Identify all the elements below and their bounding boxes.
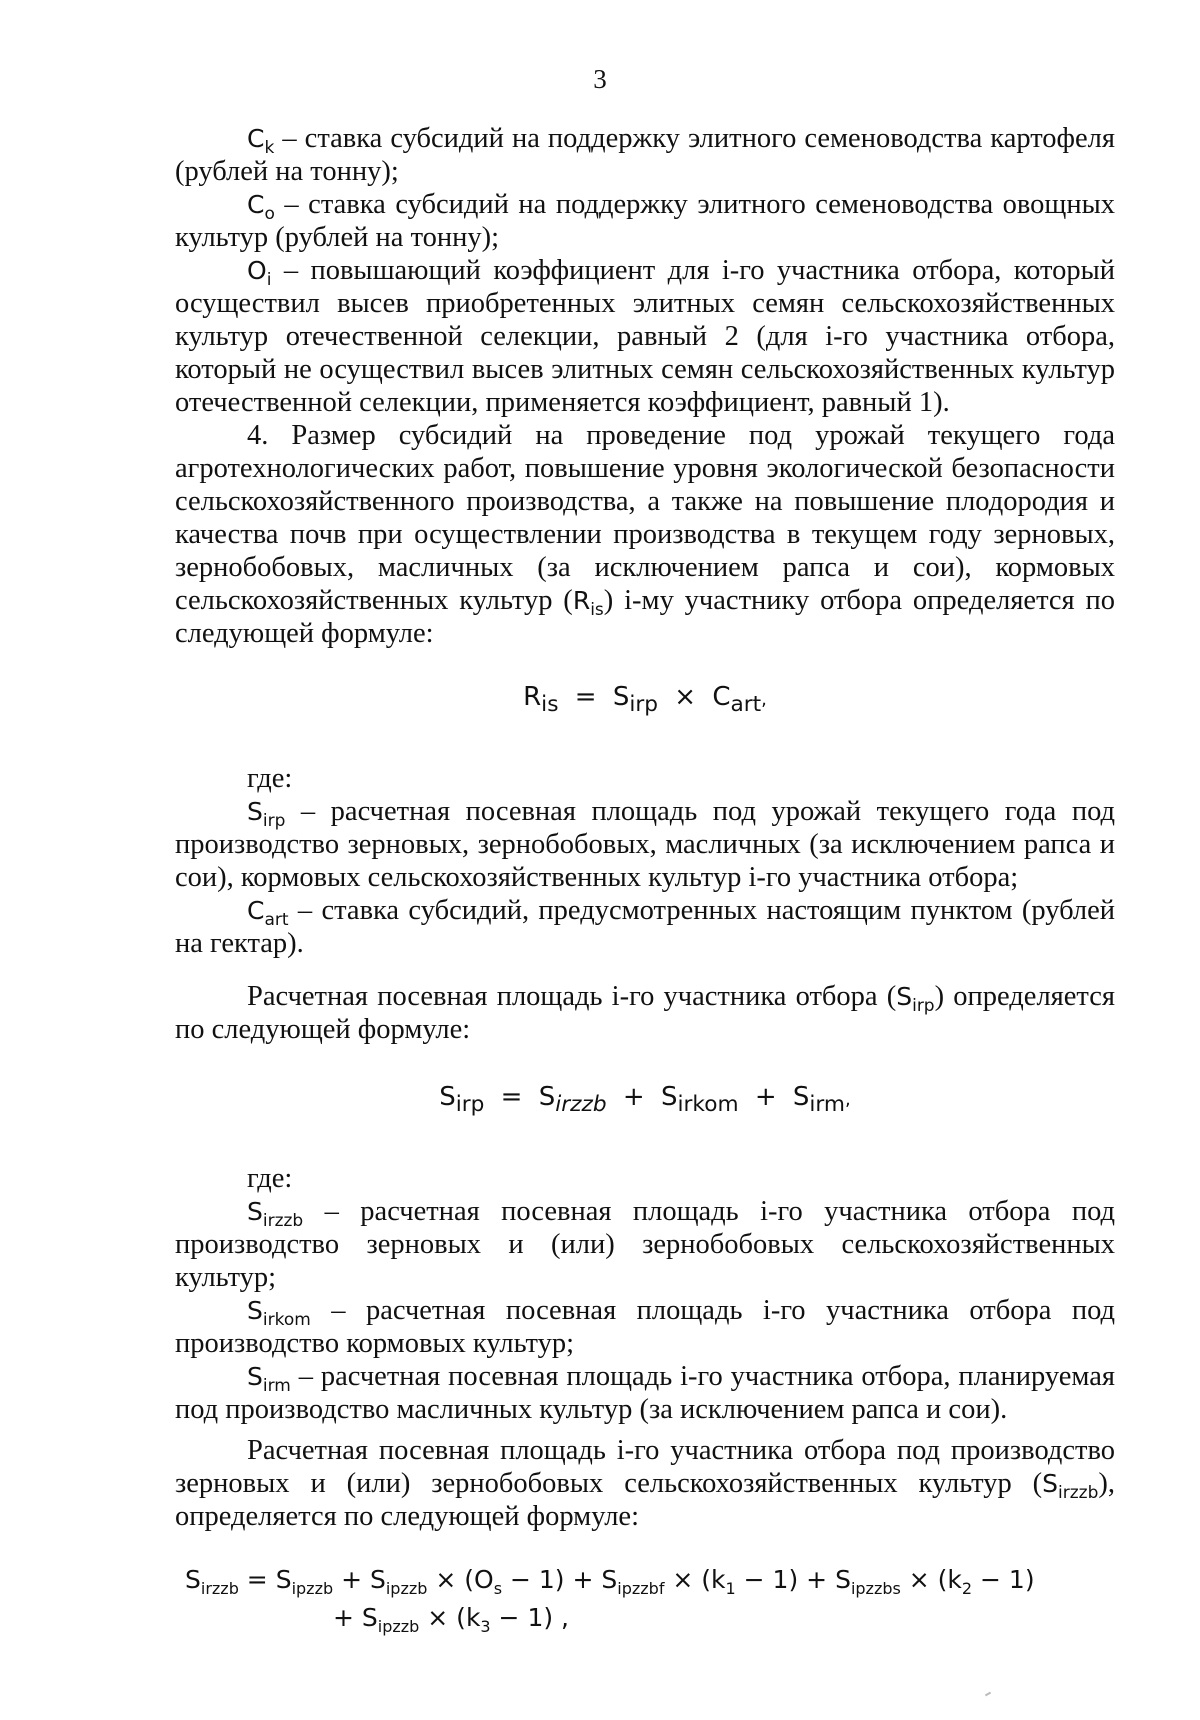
definition-sirzzb: $S_{irzzb}$ – расчетная посевная площадь i-го участника отбора под производство зерновых и (или) зернобобовых сельскохозяйственных культур;: [175, 1196, 1115, 1294]
formula-symbol: s: [493, 1579, 503, 1599]
definition-co: $C_o$ – ставка субсидий на поддержку элитного семеноводства овощных культур (рублей на тонну);: [175, 189, 1115, 253]
formula-sirzzb: [185, 1561, 1115, 1637]
symbol: $C_{art}$: [247, 896, 289, 931]
formula-operator: +: [333, 1565, 370, 1595]
symbol: $C_o$: [247, 190, 275, 224]
symbol: $R_{is}$: [572, 586, 604, 620]
formula-symbol: 1: [725, 1579, 736, 1599]
formula-symbol: $S_{ipzzb}$: [369, 1565, 428, 1599]
formula-operator: × (O: [427, 1565, 494, 1595]
definition-sirp: $S_{irp}$ – расчетная посевная площадь под урожай текущего года под производство зерновых, зернобобовых, масличных (за исключением рапса и сои), кормовых сельскохозяйственных культур i-го участника отбора;: [175, 796, 1115, 894]
where-label-2: где:: [247, 1163, 293, 1195]
paragraph-point-4: 4. Размер субсидий на проведение под урожай текущего года агротехнологических работ, повышение уровня экологической безопасности сельскохозяйственного производства, а также на повышение плодородия и качества почв при осуществлении производства в текущем году зерновых, зернобобовых, масличных (за исключением рапса и сои), кормовых сельскохозяйственных культур $(R_{is})$ i-му участнику отбора определяется по следующей формуле:: [175, 420, 1115, 649]
formula-symbol: $S_{ipzzbs}$: [835, 1565, 901, 1599]
formula-symbol: 3: [480, 1617, 491, 1637]
formula-ris: $R_{is} = S_{irp} \times C_{art}$,: [523, 682, 767, 718]
definition-oi: $O_i$ – повышающий коэффициент для i-го участника отбора, который осуществил высев приобретенных элитных семян сельскохозяйственных культур отечественной селекции, равный 2 (для i-го участника отбора, который не осуществил высев элитных семян сельскохозяйственных культур отечественной селекции, применяется коэффициент, равный 1).: [175, 255, 1115, 418]
symbol: $O_i$: [247, 256, 272, 290]
formula-operator: × (k: [900, 1565, 962, 1595]
formula-symbol: $S_{ipzzbf}$: [601, 1565, 665, 1599]
symbol: $S_{irm}$: [247, 1362, 291, 1397]
formula-operator: − 1) ,: [490, 1603, 570, 1633]
symbol: $C_k$: [247, 124, 275, 158]
definition-cart: $C_{art}$ – ставка субсидий, предусмотренных настоящим пунктом (рублей на гектар).: [175, 895, 1115, 960]
symbol: $S_{irp}$: [247, 797, 286, 832]
scan-speck: [985, 1692, 991, 1697]
symbol: $S_{irkom}$: [247, 1296, 311, 1331]
formula-symbol: $S_{irzzb}$: [185, 1565, 239, 1599]
formula-operator: × (k: [419, 1603, 481, 1633]
definition-sirkom: $S_{irkom}$ – расчетная посевная площадь i-го участника отбора под производство кормовых культур;: [175, 1295, 1115, 1360]
definition-sirm: $S_{irm}$ – расчетная посевная площадь i-го участника отбора, планируемая под производство масличных культур (за исключением рапса и сои).: [175, 1361, 1115, 1426]
symbol: $S_{irzzb}$: [247, 1197, 304, 1232]
formula-symbol: 2: [961, 1579, 973, 1599]
document-body: [175, 122, 1115, 1637]
formula-operator: − 1) +: [735, 1565, 836, 1595]
formula-operator: × (k: [664, 1565, 726, 1595]
formula-operator: − 1): [972, 1565, 1035, 1595]
symbol: $S_{irzzb}$: [1042, 1469, 1099, 1504]
paragraph-sirzzb: Расчетная посевная площадь i-го участника отбора под производство зерновых и (или) зернобобовых сельскохозяйственных культур $(S_{irzzb})$, определяется по следующей формуле:: [175, 1435, 1115, 1533]
where-label-1: где:: [247, 763, 293, 795]
page-number: 3: [593, 64, 607, 94]
formula-symbol: $S_{ipzzb}$: [361, 1603, 420, 1637]
definition-ck: $C_k$ – ставка субсидий на поддержку элитного семеноводства картофеля (рублей на тонну);: [175, 123, 1115, 187]
formula-operator: =: [238, 1565, 276, 1595]
formula-sirp: $S_{irp} = S_{irzzb} + S_{irkom} + S_{irm}$,: [439, 1082, 851, 1118]
formula-line-2: [185, 1599, 1115, 1637]
formula-operator: +: [333, 1603, 362, 1633]
formula-line-1: [185, 1561, 1115, 1599]
symbol: $S_{irp}$: [896, 982, 935, 1017]
paragraph-sirp: Расчетная посевная площадь i-го участника отбора $(S_{irp})$ определяется по следующей формуле:: [175, 981, 1115, 1046]
formula-symbol: $S_{ipzzb}$: [275, 1565, 334, 1599]
formula-operator: − 1) +: [502, 1565, 602, 1595]
